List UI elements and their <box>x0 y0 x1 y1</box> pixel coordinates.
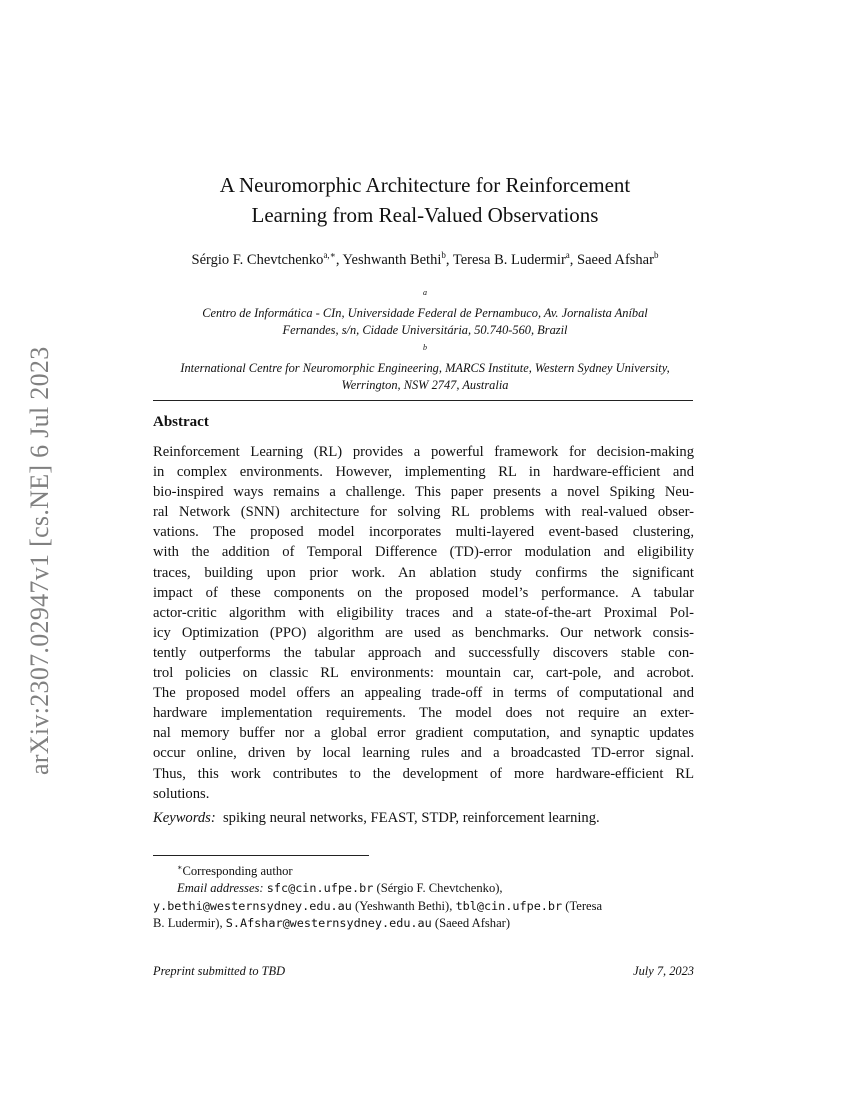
affiliation-mark: a <box>423 288 427 297</box>
abstract-line: tently outperforms the tabular approach and successfully discovers stable con- <box>153 644 694 661</box>
affiliation-line: $^b$ International Centre for Neuromorphic Engineering, MARCS Institute, Western Sydney University, <box>180 343 670 376</box>
email-line: y.bethi@westernsydney.edu.au (Yeshwanth Bethi), tbl@cin.ufpe.br (Teresa <box>153 898 603 913</box>
preprint-date: July 7, 2023 <box>633 964 694 978</box>
abstract-heading: Abstract <box>153 414 209 430</box>
author-affiliation-mark: a,∗ <box>323 250 336 260</box>
email-address[interactable]: S.Afshar@westernsydney.edu.au <box>225 916 432 931</box>
abstract-line: actor-critic algorithm with eligibility traces and a state-of-the-art Proximal Pol- <box>153 604 694 621</box>
abstract-line: Thus, this work contributes to the development of more hardware-efficient RL <box>153 765 694 782</box>
abstract-line: in complex environments. However, implementing RL in hardware-efficient and <box>153 464 694 481</box>
author-name: Sérgio F. Chevtchenko <box>191 251 324 268</box>
abstract-line: traces, building upon prior work. An ablation study confirms the significant <box>153 564 694 581</box>
title-line: Learning from Real-Valued Observations <box>251 203 599 227</box>
author-name: Teresa B. Ludermir <box>452 251 566 268</box>
arxiv-identifier-stamp: arXiv:2307.02947v1 [cs.NE] 6 Jul 2023 <box>25 346 54 775</box>
abstract-line: The proposed model offers an appealing trade-off in terms of computational and <box>153 685 694 702</box>
abstract-line: Reinforcement Learning (RL) provides a powerful framework for decision-making <box>153 444 694 460</box>
author-name: Saeed Afshar <box>577 251 654 268</box>
author-list <box>0 250 850 269</box>
author-affiliation-mark: a <box>565 250 570 260</box>
email-label: Email addresses: <box>177 881 264 896</box>
email-address[interactable]: sfc@cin.ufpe.br <box>266 881 374 896</box>
footnote-rule <box>153 855 369 856</box>
author-affiliation-mark: b <box>653 250 659 260</box>
author-separator: , <box>445 251 453 268</box>
author-affiliation-mark: b <box>441 250 446 260</box>
abstract-line: occur online, driven by local learning rules and a broadcasted TD-error signal. <box>153 745 694 762</box>
email-line: Email addresses: sfc@cin.ufpe.br (Sérgio F. Chevtchenko), <box>177 881 503 896</box>
abstract-top-rule <box>153 400 693 401</box>
email-line: B. Ludermir), S.Afshar@westernsydney.edu.au (Saeed Afshar) <box>153 916 511 931</box>
abstract-body <box>153 442 694 804</box>
author-name: Yeshwanth Bethi <box>342 251 442 268</box>
abstract-line: bio-inspired ways remains a challenge. This paper presents a novel Spiking Neu- <box>153 484 694 501</box>
email-address[interactable]: y.bethi@westernsydney.edu.au <box>153 898 352 913</box>
affiliation-line: Fernandes, s/n, Cidade Universitária, 50.740-560, Brazil <box>282 323 568 338</box>
corresponding-author-note: ∗Corresponding author <box>177 863 293 879</box>
author-separator: , <box>569 251 578 268</box>
affiliations <box>150 284 700 394</box>
title-line: A Neuromorphic Architecture for Reinforcement <box>219 173 631 197</box>
abstract-line: vations. The proposed model incorporates multi-layered event-based clustering, <box>153 524 694 541</box>
keywords-text: spiking neural networks, FEAST, STDP, reinforcement learning. <box>223 810 600 826</box>
email-address[interactable]: tbl@cin.ufpe.br <box>455 898 563 913</box>
affiliation-mark: b <box>423 343 427 353</box>
keywords-label: Keywords: <box>153 810 216 826</box>
affiliation-line: $^a$ Centro de Informática - CIn, Universidade Federal de Pernambuco, Av. Jornalista Aníbal <box>202 288 648 321</box>
abstract-line: solutions. <box>153 785 210 802</box>
keywords <box>153 808 600 828</box>
abstract-line: trol policies on classic RL environments: mountain car, cart-pole, and acrobot. <box>153 665 694 682</box>
abstract-line: ral Network (SNN) architecture for solving RL problems with real-valued obser- <box>153 504 694 521</box>
abstract-line: nal memory buffer nor a global error gradient computation, and synaptic updates <box>153 725 694 742</box>
abstract-line: with the addition of Temporal Difference (TD)-error modulation and eligibility <box>153 544 694 561</box>
paper-title <box>0 170 850 230</box>
abstract-line: impact of these components on the proposed model’s performance. A tabular <box>153 584 694 601</box>
abstract-line: hardware implementation requirements. The model does not require an exter- <box>153 705 694 722</box>
footnotes <box>153 859 694 932</box>
footnote-mark: ∗ <box>177 863 183 872</box>
abstract-line: icy Optimization (PPO) algorithm are used as benchmarks. Our network consis- <box>153 624 694 641</box>
author-separator: , <box>335 251 343 268</box>
preprint-note: Preprint submitted to TBD <box>153 964 286 978</box>
affiliation-line: Werrington, NSW 2747, Australia <box>341 378 509 393</box>
